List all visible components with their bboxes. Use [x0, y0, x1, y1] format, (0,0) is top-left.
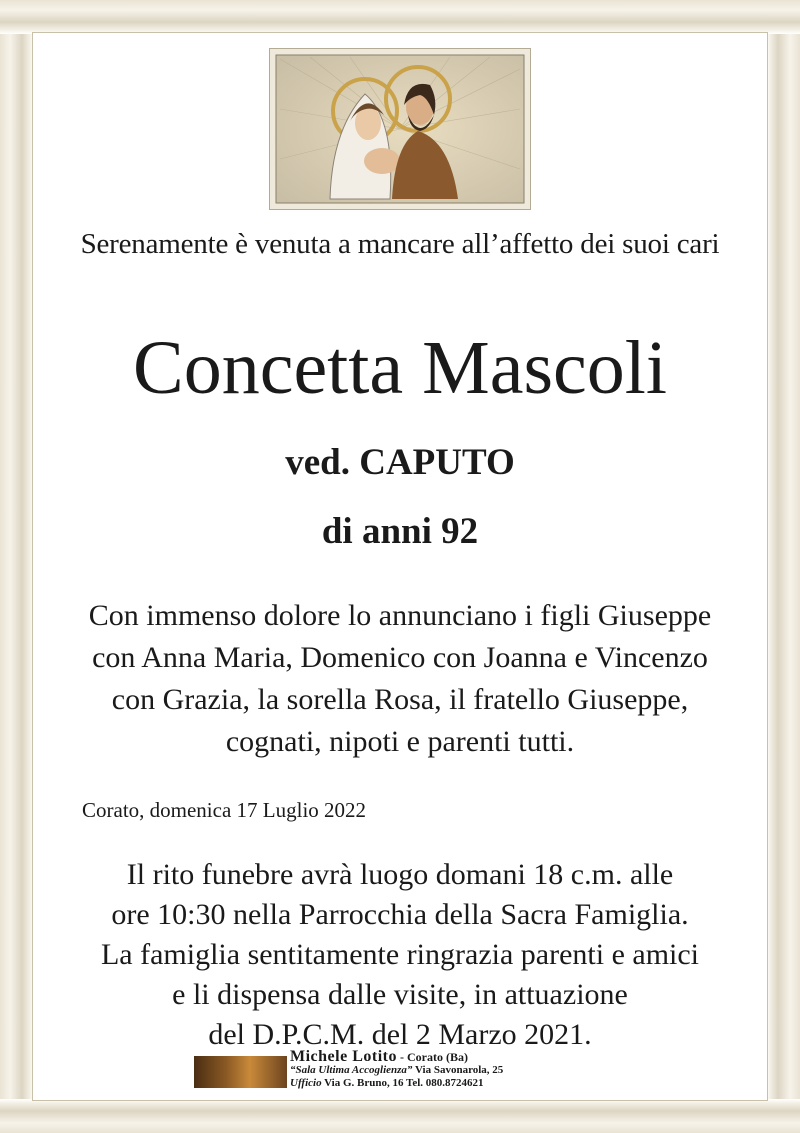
- funeral-details: [0, 855, 800, 1055]
- funeral-line: La famiglia sentitamente ringrazia parenti e amici: [100, 938, 700, 971]
- funeral-home-footer: [194, 1050, 614, 1092]
- announcement-line: Con immenso dolore lo annunciano i figli Giuseppe: [88, 599, 712, 632]
- announcement-line: cognati, nipoti e parenti tutti.: [225, 725, 575, 758]
- funeral-home-hall-address: Via Savonarola, 25: [412, 1064, 504, 1076]
- funeral-line: e li dispensa dalle visite, in attuazione: [172, 978, 628, 1011]
- funeral-home-name: Michele Lotito: [290, 1048, 397, 1065]
- funeral-home-info: [290, 1050, 503, 1090]
- funeral-line: Il rito funebre avrà luogo domani 18 c.m. alle: [126, 858, 674, 891]
- frame-top: [0, 0, 800, 34]
- funeral-home-city: - Corato (Ba): [396, 1050, 468, 1064]
- funeral-line: del D.P.C.M. del 2 Marzo 2021.: [208, 1018, 592, 1051]
- announcement-line: con Grazia, la sorella Rosa, il fratello Giuseppe,: [111, 683, 689, 716]
- widow-of: ved. CAPUTO: [285, 442, 515, 483]
- announcement-line: con Anna Maria, Domenico con Joanna e Vincenzo: [92, 641, 708, 674]
- date-line: Corato, domenica 17 Luglio 2022: [82, 798, 367, 822]
- deceased-name: Concetta Mascoli: [133, 326, 667, 410]
- funeral-line: ore 10:30 nella Parrocchia della Sacra Famiglia.: [111, 898, 689, 931]
- funeral-home-hall: “Sala Ultima Accoglienza”: [290, 1064, 413, 1076]
- frame-bottom: [0, 1099, 800, 1133]
- funeral-home-office-address: Via G. Bruno, 16 Tel. 080.8724621: [321, 1077, 484, 1089]
- holy-family-illustration: [270, 49, 530, 209]
- funeral-home-logo: [194, 1056, 287, 1088]
- intro-text: Serenamente è venuta a mancare all’affetto dei suoi cari: [80, 228, 720, 260]
- funeral-home-office-label: Ufficio: [290, 1077, 322, 1089]
- age: di anni 92: [321, 511, 479, 552]
- holy-family-icon: [269, 48, 531, 210]
- announcement: [0, 595, 800, 763]
